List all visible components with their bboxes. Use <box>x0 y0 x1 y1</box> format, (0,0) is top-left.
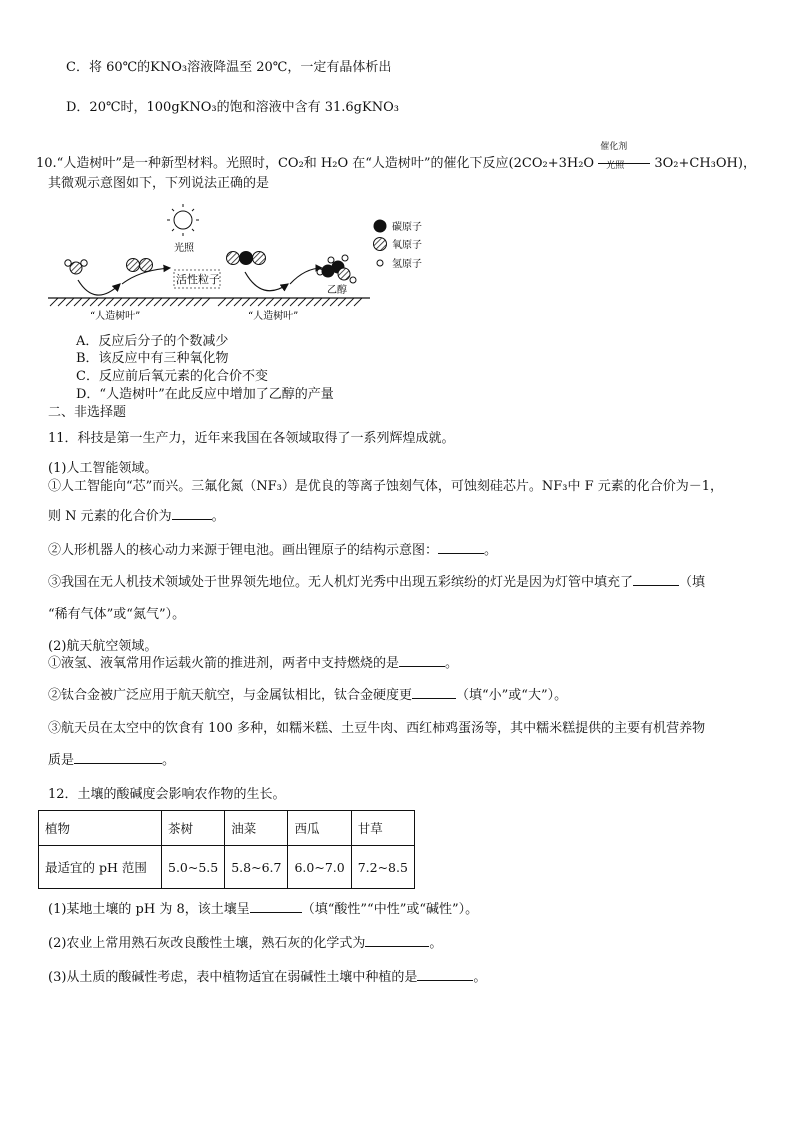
q12-q2 <box>48 932 442 951</box>
table-cell: 5.8~6.7 <box>225 846 288 889</box>
oxygen-legend-icon <box>374 238 387 251</box>
answer-blank[interactable] <box>172 507 212 520</box>
hydrogen-legend-icon <box>377 260 383 266</box>
answer-blank[interactable] <box>250 900 302 913</box>
q9-option-d: D．20℃时，100gKNO₃的饱和溶液中含有 31.6gKNO₃ <box>66 100 399 115</box>
q10-option-a: A．反应后分子的个数减少 <box>76 334 229 349</box>
q10-stem-line2: 其微观示意图如下，下列说法正确的是 <box>48 176 270 191</box>
q11-p1-q3-tail: （填 <box>679 575 706 590</box>
answer-blank[interactable] <box>438 541 484 554</box>
legend <box>374 220 423 271</box>
leaf-label-2: “人造树叶” <box>248 311 299 322</box>
q11-p2-q1 <box>48 652 458 671</box>
period: 。 <box>445 656 459 671</box>
q11-p1-q3-line1 <box>48 571 705 590</box>
answer-blank[interactable] <box>74 751 162 764</box>
q11-p2-q2-text: ②钛合金被广泛应用于航天航空，与金属钛相比，钛合金硬度更 <box>48 688 413 703</box>
q12-q3 <box>48 966 486 985</box>
leaf-label-1: “人造树叶” <box>90 311 141 322</box>
q10-option-b: B．该反应中有三种氧化物 <box>76 351 229 366</box>
period: 。 <box>162 753 176 768</box>
table-header-cell: 油菜 <box>225 811 288 846</box>
q11-p1-q1-line1: ①人工智能向“芯”而兴。三氟化氮（NF₃）是优良的等离子蚀刻气体，可蚀刻硅芯片。NF₃中 F 元素的化合价为－1， <box>48 479 724 494</box>
q11-p1-q2-text: ②人形机器人的核心动力来源于锂电池。画出锂原子的结构示意图： <box>48 543 439 558</box>
q10-option-c: C．反应前后氧元素的化合价不变 <box>76 369 268 384</box>
reaction-arrow <box>598 141 650 171</box>
table-header-cell: 甘草 <box>351 811 414 846</box>
q11-p1-q3-text: ③我国在无人机技术领域处于世界领先地位。无人机灯光秀中出现五彩缤纷的灯光是因为灯管中填充了 <box>48 575 634 590</box>
q10-stem-start: 10.“人造树叶”是一种新型材料。光照时，CO₂和 H₂O 在“人造树叶”的催化下反应(2CO₂+3H₂O <box>36 156 595 171</box>
q11-p1-q2 <box>48 539 497 558</box>
table-row <box>39 846 415 889</box>
period: 。 <box>484 543 498 558</box>
q11-part2-title: (2)航天航空领域。 <box>48 639 158 654</box>
q11-p2-q2 <box>48 684 567 703</box>
oxygen-molecule <box>127 259 153 272</box>
q11-p1-q3-line2: “稀有气体”或“氮气”）。 <box>48 607 186 622</box>
q12-q1-tail: （填“酸性”“中性”或“碱性”）。 <box>301 902 479 917</box>
period: 。 <box>211 509 225 524</box>
leaf-hatching <box>50 298 362 306</box>
co2-molecule <box>227 251 266 265</box>
q12-stem: 12．土壤的酸碱度会影响农作物的生长。 <box>48 787 286 802</box>
period: 。 <box>473 970 487 985</box>
q11-p2-q1-text: ①液氢、液氧常用作运载火箭的推进剂，两者中支持燃烧的是 <box>48 656 400 671</box>
q10-stem-line1 <box>36 141 756 171</box>
q12-q3-text: (3)从土质的酸碱性考虑，表中植物适宜在弱碱性土壤中种植的是 <box>48 970 418 985</box>
answer-blank[interactable] <box>365 934 429 947</box>
ethanol-label: 乙醇 <box>327 285 347 296</box>
table-header-cell: 西瓜 <box>288 811 351 846</box>
table-header-row <box>39 811 415 846</box>
q11-p2-q2-tail: （填“小”或“大”）。 <box>456 688 568 703</box>
q11-p2-q3-text: 质是 <box>48 753 75 768</box>
table-cell: 7.2~8.5 <box>351 846 414 889</box>
sun-icon <box>167 204 199 236</box>
answer-blank[interactable] <box>417 968 473 981</box>
active-particle-label: 活性粒子 <box>176 273 220 286</box>
flow-arrow-1 <box>78 280 120 295</box>
micro-diagram <box>40 200 460 325</box>
legend-hydrogen: 氢原子 <box>392 259 422 270</box>
catalyst-label: 催化剂 <box>600 141 628 152</box>
q11-stem: 11．科技是第一生产力，近年来我国在各领域取得了一系列辉煌成就。 <box>48 431 455 446</box>
q12-q1 <box>48 898 478 917</box>
answer-blank[interactable] <box>412 686 456 699</box>
q11-part1-title: (1)人工智能领域。 <box>48 461 158 476</box>
q10-option-d: D．“人造树叶”在此反应中增加了乙醇的产量 <box>76 387 334 402</box>
ph-table <box>38 810 415 889</box>
table-cell: 6.0~7.0 <box>288 846 351 889</box>
table-row-label: 最适宜的 pH 范围 <box>39 846 162 889</box>
answer-blank[interactable] <box>399 654 445 667</box>
table-header-cell: 茶树 <box>162 811 225 846</box>
carbon-legend-icon <box>374 220 387 233</box>
table-cell: 5.0~5.5 <box>162 846 225 889</box>
legend-carbon: 碳原子 <box>392 222 422 233</box>
q12-q1-text: (1)某地土壤的 pH 为 8，该土壤呈 <box>48 902 250 917</box>
answer-blank[interactable] <box>633 573 679 586</box>
q11-p1-q1-text: 则 N 元素的化合价为 <box>48 509 172 524</box>
period: 。 <box>429 936 443 951</box>
q11-p2-q3-line2 <box>48 749 175 768</box>
section-title: 二、非选择题 <box>48 405 127 420</box>
q11-p1-q1-line2 <box>48 505 225 524</box>
q11-p2-q3-line1: ③航天员在太空中的饮食有 100 多种，如糯米糕、土豆牛肉、西红柿鸡蛋汤等，其中糯米糕提供的主要有机营养物 <box>48 721 706 736</box>
ethanol-molecule <box>317 255 356 283</box>
light-label: 光照 <box>174 243 194 254</box>
light-condition-label: 光照 <box>606 160 625 171</box>
q10-stem-end: 3O₂+CH₃OH)， <box>654 156 756 171</box>
q9-option-c: C．将 60℃的KNO₃溶液降温至 20℃，一定有晶体析出 <box>66 60 392 75</box>
water-molecule <box>65 260 87 274</box>
legend-oxygen: 氧原子 <box>392 240 422 251</box>
flow-arrow-3 <box>245 272 288 291</box>
q12-q2-text: (2)农业上常用熟石灰改良酸性土壤，熟石灰的化学式为 <box>48 936 366 951</box>
table-header-cell: 植物 <box>39 811 162 846</box>
